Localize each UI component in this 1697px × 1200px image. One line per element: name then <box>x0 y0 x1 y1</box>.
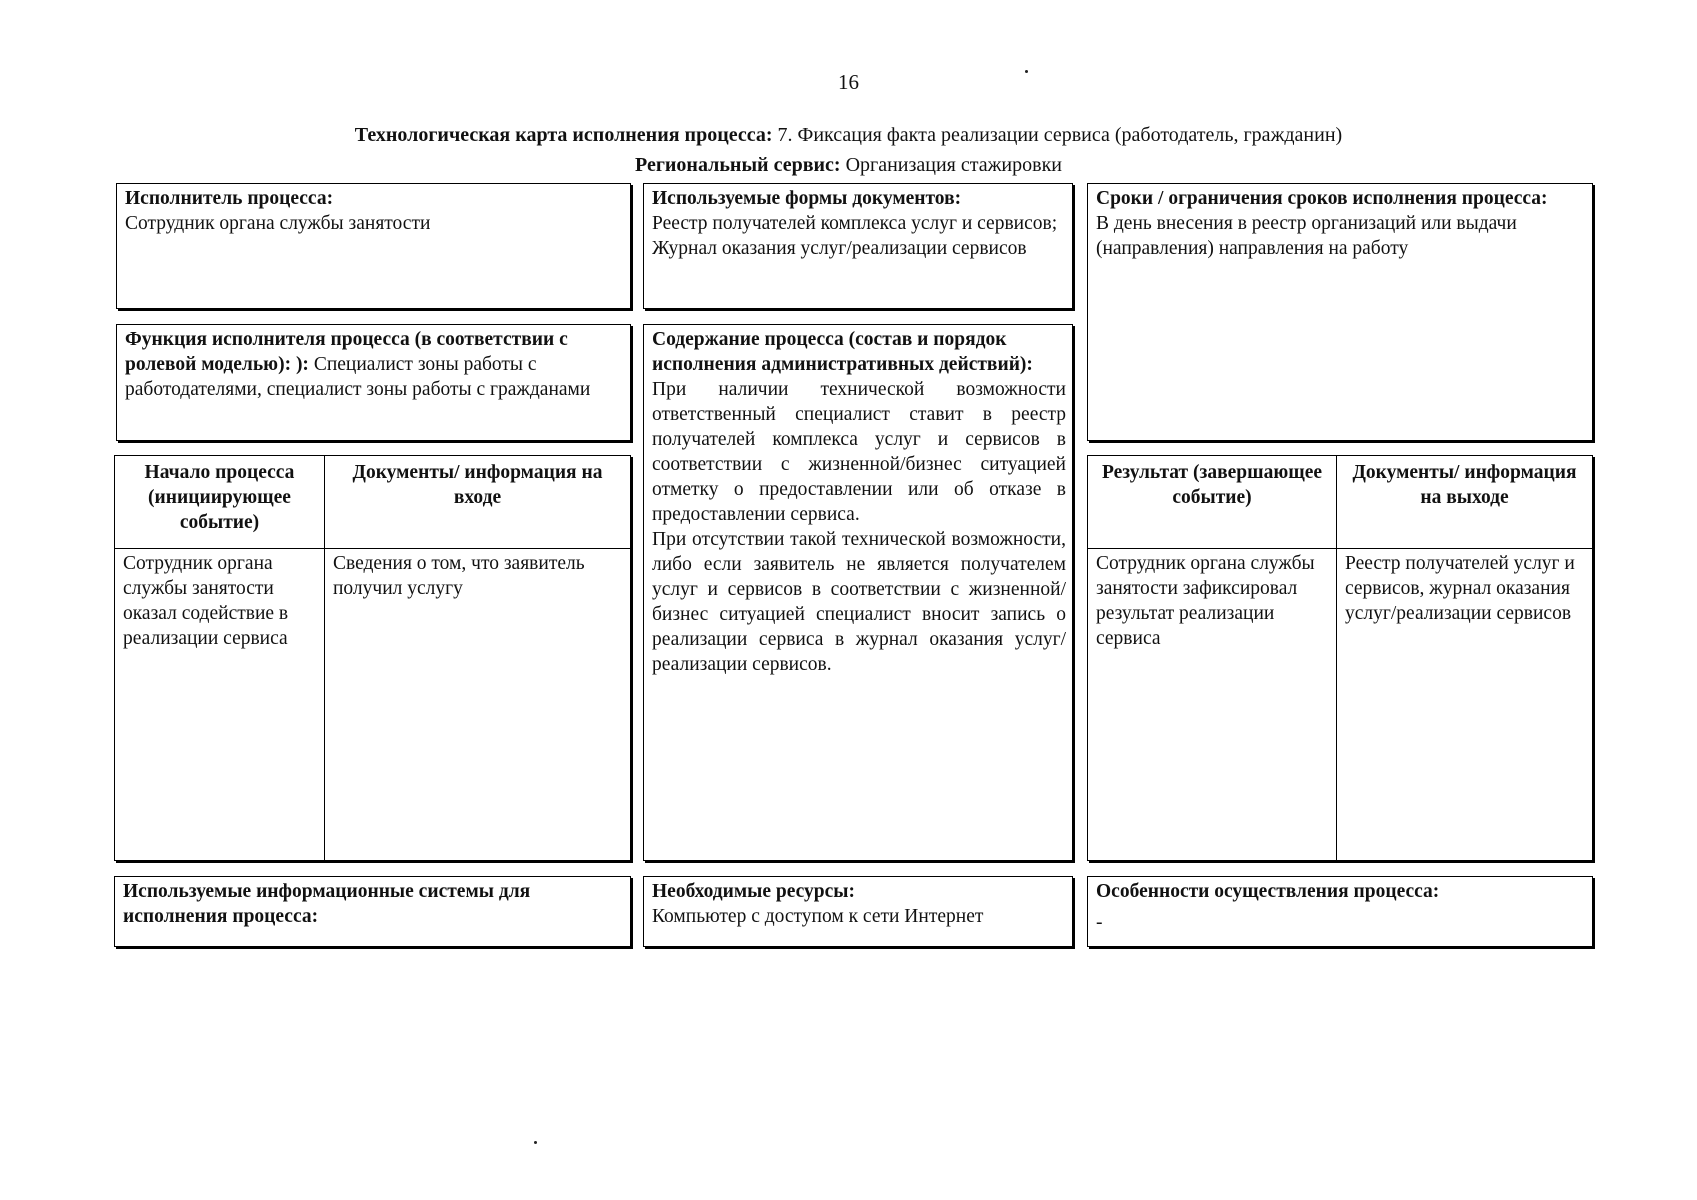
service-title-label: Региональный сервис: <box>634 154 841 176</box>
output-docs-value: Реестр получателей услуг и сервисов, журнал оказания услуг/реализации сервисов <box>1345 553 1575 624</box>
resources-value: Компьютер с доступом к сети Интернет <box>652 906 984 927</box>
forms-label: Используемые формы документов: <box>652 188 962 209</box>
features-box <box>1087 876 1593 947</box>
deadlines-value: В день внесения в реестр организаций или выдачи (направления) направления на работу <box>1096 213 1517 259</box>
function-value: Специалист зоны работы с работодателями, специалист зоны работы с гражданами <box>125 354 591 400</box>
function-box <box>116 324 631 441</box>
function-label: Функция исполнителя процесса (в соответствии с ролевой моделью): ): <box>125 329 568 375</box>
input-docs-value: Сведения о том, что заявитель получил услугу <box>333 553 585 599</box>
resources-box <box>643 876 1073 947</box>
forms-box <box>643 183 1073 309</box>
start-header: Начало процесса (инициирующее событие) <box>144 462 295 533</box>
resources-label: Необходимые ресурсы: <box>652 881 856 902</box>
start-event-value: Сотрудник органа службы занятости оказал содействие в реализации сервиса <box>123 553 289 649</box>
output-docs-header: Документы/ информация на выходе <box>1352 462 1577 508</box>
systems-box <box>114 876 631 947</box>
page-number: 16 <box>838 70 859 94</box>
executor-label: Исполнитель процесса: <box>125 188 334 209</box>
start-table <box>114 455 631 861</box>
forms-line-1: Реестр получателей комплекса услуг и сервисов; <box>652 213 1058 234</box>
result-header: Результат (завершающее событие) <box>1101 462 1323 508</box>
scan-speck <box>1025 70 1028 73</box>
page-title-label: Технологическая карта исполнения процесса: <box>354 124 773 146</box>
forms-line-2: Журнал оказания услуг/реализации сервисов <box>652 238 1027 259</box>
executor-box <box>116 183 631 309</box>
features-label: Особенности осуществления процесса: <box>1096 881 1440 902</box>
executor-value: Сотрудник органа службы занятости <box>125 213 431 234</box>
content-label: Содержание процесса (состав и порядок исполнения административных действий): <box>652 329 1033 375</box>
service-title-value: Организация стажировки <box>840 154 1062 176</box>
scan-speck <box>534 1141 537 1144</box>
features-value: - <box>1096 912 1103 933</box>
deadlines-box <box>1087 183 1593 441</box>
content-paragraph-2: При отсутствии такой технической возможности, либо если заявитель не является получателем услуг и сервисов в соответствии с жизненной/бизнес ситуацией специалист вносит запись о реализации сервиса в журнал оказания услуг/реализации сервисов. <box>652 529 1066 675</box>
content-box <box>643 324 1073 861</box>
input-docs-header: Документы/ информация на входе <box>352 462 603 508</box>
page-title <box>0 124 1697 147</box>
result-table <box>1087 455 1593 861</box>
result-event-value: Сотрудник органа службы занятости зафиксировал результат реализации сервиса <box>1096 553 1315 649</box>
service-title <box>0 154 1697 177</box>
page-title-value: 7. Фиксация факта реализации сервиса (работодатель, гражданин) <box>772 124 1343 146</box>
content-paragraph-1: При наличии технической возможности ответственный специалист ставит в реестр получателей комплекса услуг и сервисов в соответствии с жизненной/бизнес ситуацией отметку о предоставлении или об отказе в предоставлении сервиса. <box>652 379 1066 525</box>
deadlines-label: Сроки / ограничения сроков исполнения процесса: <box>1096 188 1548 209</box>
systems-label: Используемые информационные системы для исполнения процесса: <box>123 881 531 927</box>
